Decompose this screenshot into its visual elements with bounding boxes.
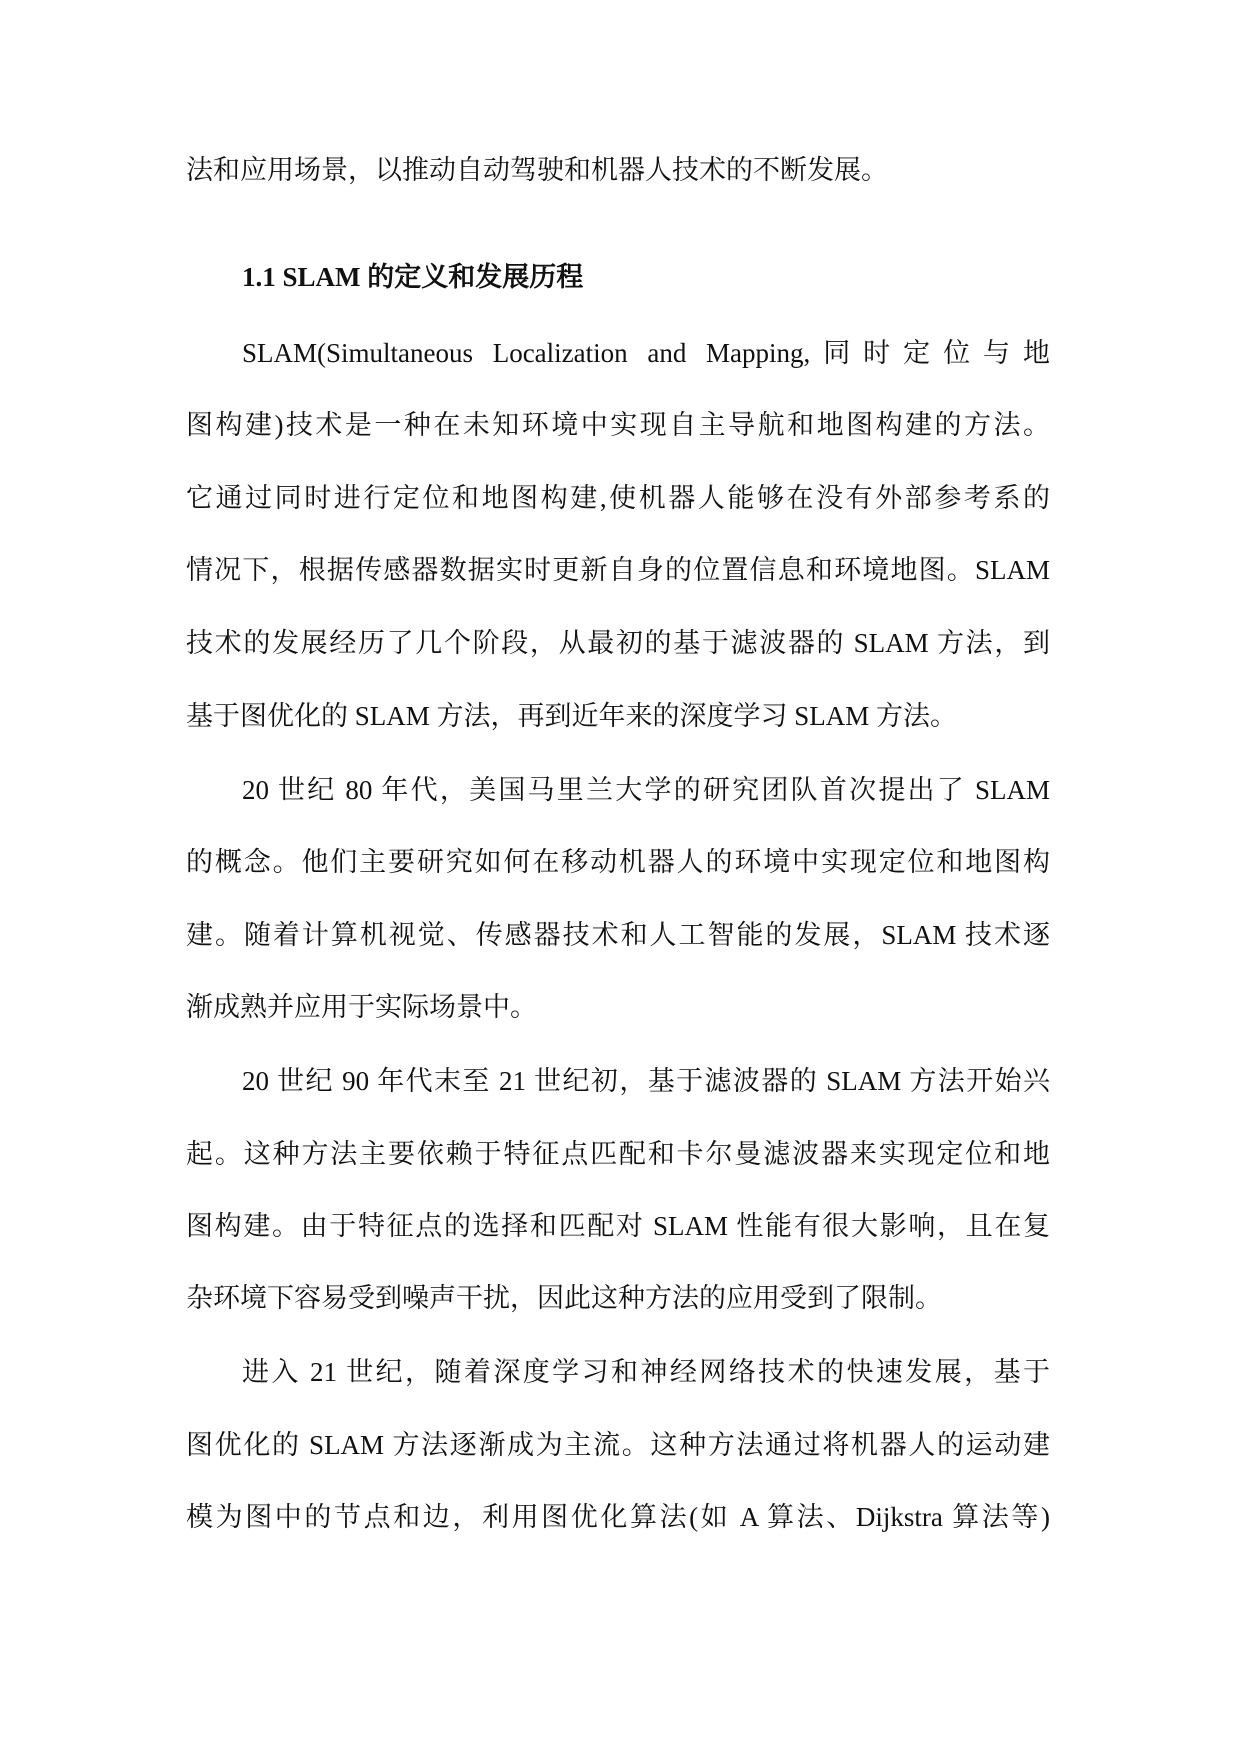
section-heading: 1.1 SLAM 的定义和发展历程: [242, 262, 584, 292]
paragraph-line: 进入 21 世纪，随着深度学习和神经网络技术的快速发展，基于: [242, 1357, 1050, 1387]
paragraph-line: 图构建。由于特征点的选择和匹配对 SLAM 性能有很大影响，且在复: [186, 1211, 1050, 1241]
paragraph-line: 模为图中的节点和边，利用图优化算法(如 A 算法、Dijkstra 算法等): [186, 1502, 1050, 1532]
paragraph-line: 技术的发展经历了几个阶段，从最初的基于滤波器的 SLAM 方法，到: [186, 628, 1050, 658]
paragraph-line: 渐成熟并应用于实际场景中。: [186, 992, 537, 1022]
paragraph-line: 的概念。他们主要研究如何在移动机器人的环境中实现定位和地图构: [186, 847, 1050, 877]
paragraph-line: 20 世纪 90 年代末至 21 世纪初，基于滤波器的 SLAM 方法开始兴: [242, 1066, 1050, 1096]
paragraph-line: 建。随着计算机视觉、传感器技术和人工智能的发展，SLAM 技术逐: [186, 920, 1050, 950]
paragraph-line: 图优化的 SLAM 方法逐渐成为主流。这种方法通过将机器人的运动建: [186, 1430, 1050, 1460]
paragraph-line: 杂环境下容易受到噪声干扰，因此这种方法的应用受到了限制。: [186, 1283, 942, 1313]
paragraph-line: 20 世纪 80 年代，美国马里兰大学的研究团队首次提出了 SLAM: [242, 775, 1050, 805]
paragraph-line: SLAM(Simultaneous Localization and Mapping,同时定位与地: [242, 338, 1050, 368]
continuation-line: 法和应用场景，以推动自动驾驶和机器人技术的不断发展。: [186, 155, 888, 185]
paragraph-line: 基于图优化的 SLAM 方法，再到近年来的深度学习 SLAM 方法。: [186, 701, 958, 731]
paragraph-line: 情况下，根据传感器数据实时更新自身的位置信息和环境地图。SLAM: [186, 555, 1050, 585]
paragraph-line: 图构建)技术是一种在未知环境中实现自主导航和地图构建的方法。: [186, 410, 1050, 440]
paragraph-line: 起。这种方法主要依赖于特征点匹配和卡尔曼滤波器来实现定位和地: [186, 1139, 1050, 1169]
paragraph-line: 它通过同时进行定位和地图构建,使机器人能够在没有外部参考系的: [186, 483, 1050, 513]
